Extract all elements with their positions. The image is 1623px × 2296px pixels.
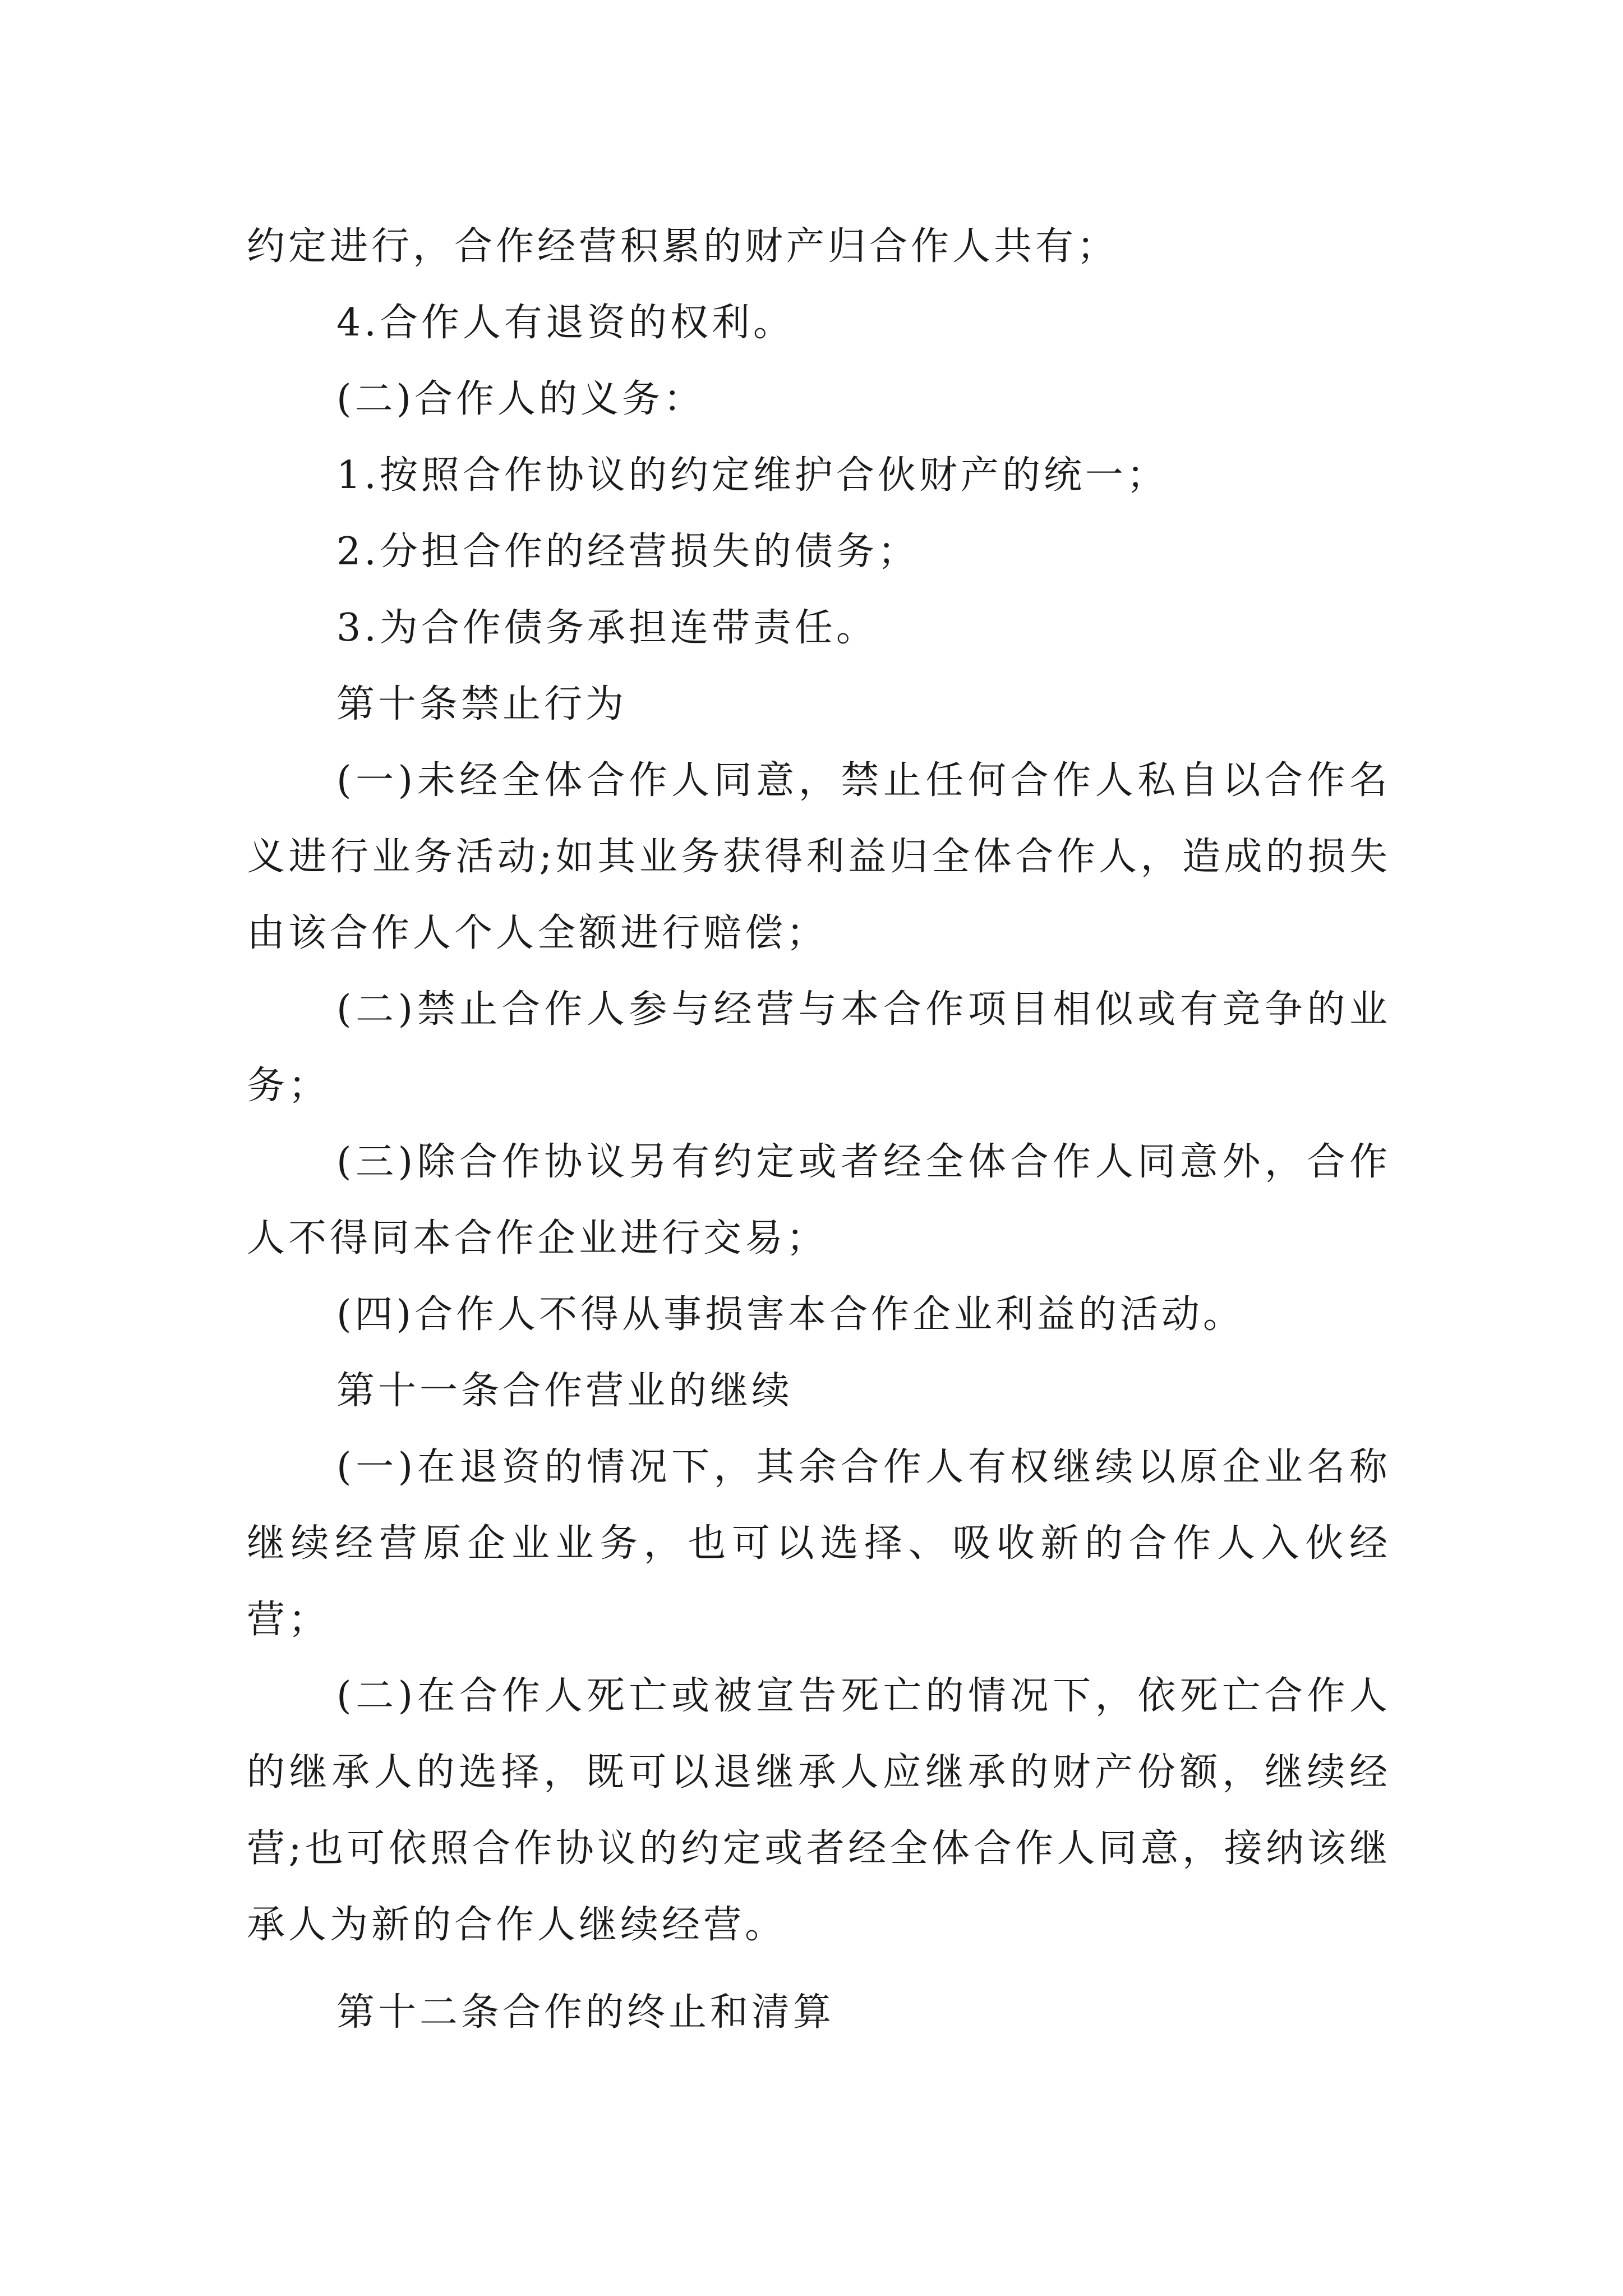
- article-11-heading: 第十一条合作营业的继续: [336, 1369, 794, 1413]
- paragraph-obligation-3: 3.为合作债务承担连带责任。: [336, 606, 878, 650]
- article-10-clause-2: (二)禁止合作人参与经营与本合作项目相似或有竞争的业务；: [247, 987, 1391, 1108]
- paragraph-continuation: 约定进行，合作经营积累的财产归合作人共有；: [247, 224, 1119, 269]
- paragraph-obligations-heading: (二)合作人的义务：: [336, 377, 706, 421]
- document-body: [247, 209, 1391, 2051]
- article-12-heading: 第十二条合作的终止和清算: [336, 1990, 835, 2035]
- article-10-clause-3: (三)除合作协议另有约定或者经全体合作人同意外，合作人不得同本合作企业进行交易；: [247, 1140, 1391, 1260]
- paragraph-right-withdraw: 4.合作人有退资的权利。: [336, 301, 795, 345]
- article-11-clause-2: (二)在合作人死亡或被宣告死亡的情况下，依死亡合作人的继承人的选择，既可以退继承人应继承的财产份额，继续经营;也可依照合作协议的约定或者经全体合作人同意，接纳该继承人为新的合作人继续经营。: [247, 1674, 1391, 1947]
- article-10-heading: 第十条禁止行为: [336, 682, 628, 726]
- article-11-clause-1: (一)在退资的情况下，其余合作人有权继续以原企业名称继续经营原企业业务，也可以选择、吸收新的合作人入伙经营；: [247, 1445, 1391, 1642]
- paragraph-obligation-1: 1.按照合作协议的约定维护合伙财产的统一；: [336, 453, 1168, 498]
- article-10-clause-4: (四)合作人不得从事损害本合作企业利益的活动。: [336, 1292, 1245, 1337]
- article-10-clause-1: (一)未经全体合作人同意，禁止任何合作人私自以合作名义进行业务活动;如其业务获得利益归全体合作人，造成的损失由该合作人个人全额进行赔偿；: [247, 758, 1391, 955]
- paragraph-obligation-2: 2.分担合作的经营损失的债务；: [336, 530, 919, 574]
